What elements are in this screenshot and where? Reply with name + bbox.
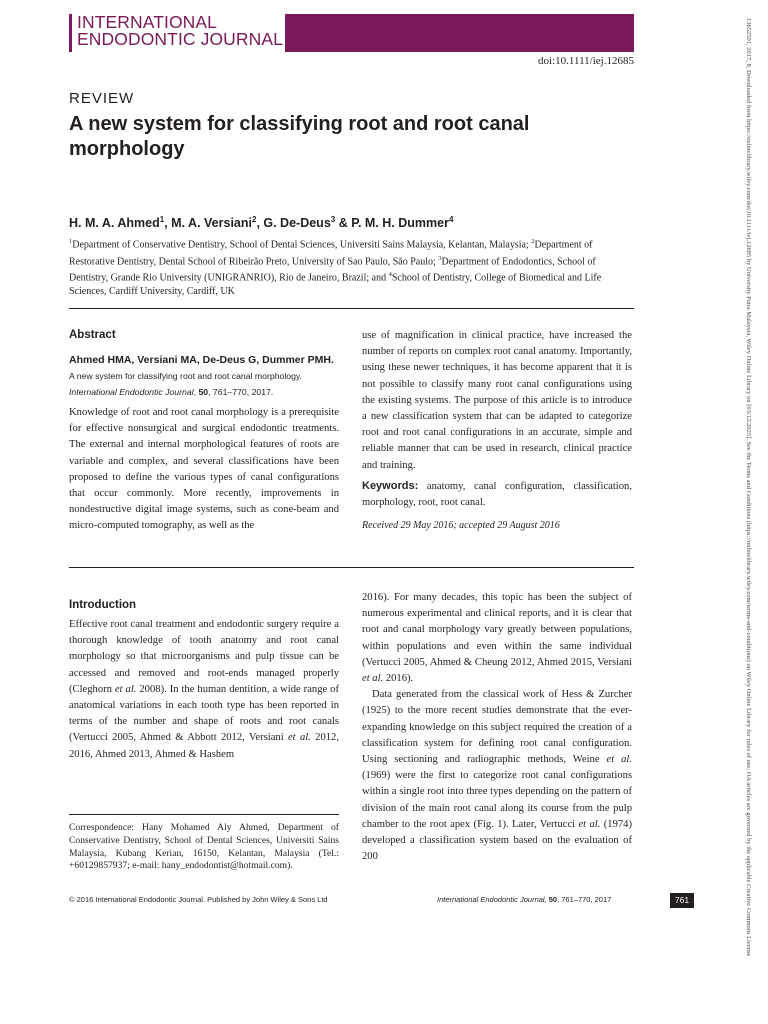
- page-number: 761: [670, 893, 694, 908]
- article-type: REVIEW: [69, 90, 135, 107]
- journal-name: [77, 14, 283, 52]
- footer-copyright: © 2016 International Endodontic Journal. Published by John Wiley & Sons Ltd: [69, 895, 328, 904]
- affiliations: [69, 235, 635, 298]
- citation-pages: , 761–770, 2017.: [208, 387, 274, 397]
- author-separator: &: [335, 216, 352, 231]
- citation-volume: 50: [198, 387, 209, 397]
- author-list: [69, 215, 453, 230]
- author-separator: ,: [256, 216, 264, 231]
- correspondence-rule: [69, 814, 339, 815]
- doi[interactable]: doi:10.1111/iej.12685: [538, 55, 634, 67]
- affiliation-marker: 1: [69, 238, 73, 245]
- download-notice-strip: [741, 18, 755, 1013]
- author-affiliation-marker: 2: [251, 215, 257, 224]
- intro-paragraph-1: Effective root canal treatment and endodontic surgery require a thorough knowledge of tooth anatomy and root canal morphology so that microorganisms and pulp tissue can be accessed and removed and root-ends managed properly (Cleghorn et al. 2008). In the human dentition, a wide range of anatomical variations in each tooth type has been reported in terms of the number and shape of roots and root canals (Vertucci 2005, Ahmed & Abbott 2012, Versiani et al. 2012, 2016, Ahmed 2013, Ahmed & Hashem: [69, 619, 339, 760]
- citation-title: A new system for classifying root and root canal morphology.: [69, 371, 303, 381]
- intro-left-column: [69, 599, 339, 763]
- author-affiliation-marker: 1: [159, 215, 165, 224]
- affiliation-marker: 2: [531, 238, 535, 245]
- journal-name-line2: ENDODONTIC JOURNAL: [77, 29, 283, 49]
- author-separator: ,: [164, 216, 172, 231]
- abstract-right-column: [362, 328, 632, 531]
- author-affiliation-marker: 4: [448, 215, 454, 224]
- abstract-left-column: [69, 329, 339, 535]
- author-name: G. De-Deus: [263, 216, 331, 231]
- abstract-heading: Abstract: [69, 329, 116, 341]
- author-affiliation-marker: 3: [330, 215, 336, 224]
- citation-journal: International Endodontic Journal: [69, 387, 194, 397]
- author-name: P. M. H. Dummer: [351, 216, 449, 231]
- affiliation-text: Department of Restorative Dentistry, Dental School of Ribeirão Preto, University of Sao Paulo, São Paulo;: [69, 239, 593, 267]
- journal-logo: [69, 14, 283, 52]
- abstract-top-rule: [69, 308, 634, 309]
- journal-name-line1: INTERNATIONAL: [77, 12, 218, 32]
- affiliation-marker: 4: [388, 271, 392, 279]
- author-name: M. A. Versiani: [171, 216, 252, 231]
- received-dates: Received 29 May 2016; accepted 29 August 2016: [362, 520, 560, 532]
- keywords-list: anatomy, canal configuration, classification, morphology, root, root canal.: [362, 480, 632, 509]
- keywords-label: Keywords:: [362, 479, 419, 492]
- footer-journal-ref: International Endodontic Journal, 50, 761–770, 2017: [437, 895, 612, 904]
- author-name: H. M. A. Ahmed: [69, 216, 160, 231]
- correspondence-note: Correspondence: Hany Mohamed Aly Ahmed, Department of Conservative Dentistry, School of Dental Sciences, Universiti Sains Malaysia, Kubang Kerian, 16150, Kelantan, Malaysia (Tel.: +60129857937; e-mail: hany_endodontist@hotmail.com).: [69, 822, 339, 872]
- abstract-citation: Ahmed HMA, Versiani MA, De-Deus G, Dummer PMH. A new system for classifying root and root canal morphology. International Endodontic Journal, 50, 761–770, 2017.: [69, 354, 334, 397]
- citation-authors: Ahmed HMA, Versiani MA, De-Deus G, Dummer PMH.: [69, 354, 334, 366]
- download-notice-text[interactable]: 13652591, 2017, 8, Downloaded from https://onlinelibrary.wiley.com/doi/10.1111/iej.12685 by University Putra Malaysia, Wiley Online Library on [03/12/2025]. See the Terms and Conditions (https://onlinelibrary.wiley.com/terms-and-conditions) on Wiley Online Library for rules of use; OA articles are governed by the applicable Creative Commons License: [745, 18, 752, 957]
- logo-accent-bar: [69, 14, 72, 52]
- intro-right-column: [362, 590, 632, 865]
- paper-title: A new system for classifying root and root canal morphology: [69, 113, 530, 160]
- introduction-heading: Introduction: [69, 599, 137, 611]
- intro-paragraph-3: Data generated from the classical work of Hess & Zurcher (1925) to the more recent studies demonstrate that the ever-expanding knowledge on this subject required the creation of a classification system for defining root canal configuration. Using sectioning and radiographic methods, Weine et al. (1969) were the first to categorize root canal configurations within a single root into three types depending on the pattern of division of the main root canal along its course from the pulp chamber to the root apex (Fig. 1). Later, Vertucci et al. (1974) developed a classification system based on the evaluation of 200: [362, 689, 632, 863]
- header-color-band: [285, 14, 634, 52]
- affiliation-marker: 3: [438, 254, 442, 262]
- abstract-text-left: Knowledge of root and root canal morphology is a prerequisite for effective nonsurgical and surgical endodontic treatments. The external and internal morphological features of roots are variable and complex, and several classifications have been proposed to define the various types of canal configurations that occur commonly. More recently, improvements in nondestructive digital image systems, such as cone-beam and micro-computed tomography, as well as the: [69, 407, 339, 532]
- abstract-text-right: use of magnification in clinical practice, have increased the number of reports on complex root canal anatomy. Importantly, using these newer techniques, it has become apparent that it is not possible to classify many root canal configurations using the existing systems. The purpose of this article is to introduce a new classification system that can be adapted to categorize root and root canal configurations in an accurate, simple and reliable manner that can be used in research, clinical practice and training.: [362, 330, 632, 471]
- abstract-bottom-rule: [69, 567, 634, 568]
- affiliation-text: Department of Endodontics, School of Dentistry, Grande Rio University (UNIGRANRIO), Rio de Janeiro, Brazil; and: [69, 255, 596, 284]
- keywords: [362, 478, 632, 511]
- intro-paragraph-2: 2016). For many decades, this topic has been the subject of numerous experimental and clinical reports, and it is clear that root and canal morphology vary greatly between populations, within populations and even within the same individual (Vertucci 2005, Ahmed & Cheung 2012, Ahmed 2015, Versiani et al. 2016).: [362, 592, 632, 685]
- affiliation-text: Department of Conservative Dentistry, School of Dental Sciences, Universiti Sains Malaysia, Kelantan, Malaysia;: [72, 239, 532, 251]
- affiliation-text: School of Dentistry, College of Biomedical and Life Sciences, Cardiff University, Cardiff, UK: [69, 272, 602, 297]
